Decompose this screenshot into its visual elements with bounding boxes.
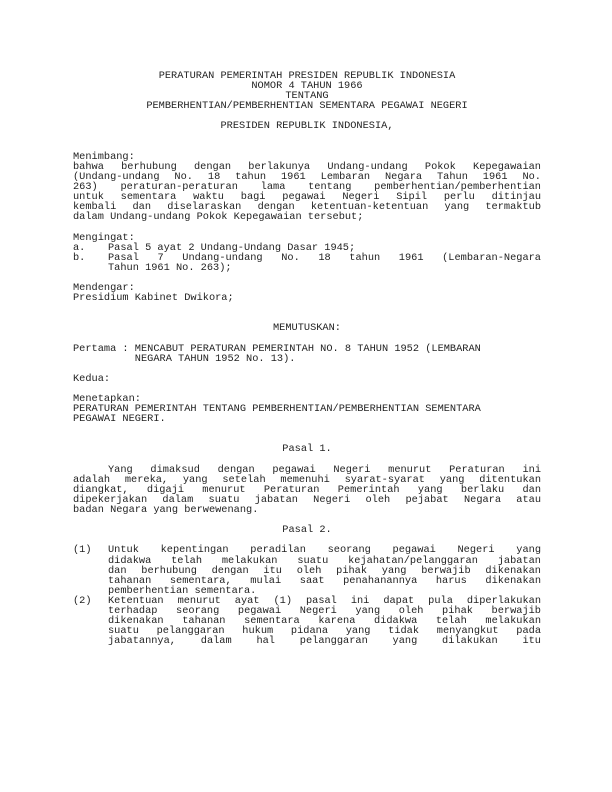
text-line: Yang dimaksud dengan pegawai Negeri menurut Peraturan ini bbox=[108, 463, 541, 476]
text-line: dalam Undang-undang Pokok Kepegawaian tersebut; bbox=[73, 211, 364, 224]
pertama-clause bbox=[73, 344, 541, 364]
text-line: untuk sementara waktu bagi pegawai Negeri Sipil perlu ditinjau bbox=[73, 191, 541, 204]
title-line-3: TENTANG bbox=[285, 90, 329, 103]
text-line: 263) peraturan-peraturan lama tentang pemberhentian/pemberhentian bbox=[73, 181, 541, 194]
menetapkan-label: Menetapkan: bbox=[73, 393, 141, 405]
text-line: didakwa telah melakukan suatu kejahatan/pelanggaran jabatan bbox=[108, 554, 541, 567]
document-page bbox=[73, 71, 541, 646]
pertama-label: Pertama : bbox=[73, 342, 135, 355]
menetapkan-line-1: PERATURAN PEMERINTAH TENTANG PEMBERHENTIAN/PEMBERHENTIAN SEMENTARA bbox=[73, 403, 481, 416]
title-line-2: NOMOR 4 TAHUN 1966 bbox=[251, 80, 363, 93]
pasal-2-heading: Pasal 2. bbox=[282, 524, 332, 537]
menimbang-text bbox=[73, 162, 541, 223]
pasal-1-heading: Pasal 1. bbox=[282, 443, 332, 456]
text-line: tahanan sementara, mulai saat penahanannya harus dikenakan bbox=[108, 574, 541, 587]
text-line: pemberhentian sementara. bbox=[108, 584, 257, 597]
text-line: diangkat, digaji menurut Peraturan Pemerintah yang berlaku dan bbox=[73, 483, 541, 496]
text-line: dan berhubung dengan itu oleh pihak yang berwajib dikenakan bbox=[108, 564, 541, 577]
text-line: dikenakan tahanan sementara karena didakwa telah melakukan bbox=[108, 615, 541, 628]
text-line: Pasal 5 ayat 2 Undang-Undang Dasar 1945; bbox=[108, 241, 356, 254]
text-line: suatu pelanggaran hukum pidana yang tidak menyangkut pada bbox=[108, 625, 541, 638]
kedua-label: Kedua: bbox=[73, 372, 111, 385]
text-line: badan Negara yang berwewenang. bbox=[73, 504, 259, 517]
mengingat-label: Mengingat: bbox=[73, 231, 135, 244]
text-line: dipekerjakan dalam suatu jabatan Negeri oleh pejabat Negara atau bbox=[73, 493, 541, 506]
text-line: Pasal 7 Undang-undang No. 18 tahun 1961 (Lembaran-Negara bbox=[108, 251, 541, 264]
text-line: NEGARA TAHUN 1952 No. 13). bbox=[134, 352, 296, 365]
pasal-2-ayat-2 bbox=[73, 596, 541, 646]
text-line: (Undang-undang No. 18 tahun 1961 Lembaran Negara Tahun 1961 No. bbox=[73, 170, 541, 183]
president-heading: PRESIDEN REPUBLIK INDONESIA, bbox=[220, 120, 394, 133]
text-line: terhadap seorang pegawai Negeri yang oleh pihak berwajib bbox=[108, 604, 541, 617]
mendengar-text: Presidium Kabinet Dwikora; bbox=[73, 292, 234, 305]
mendengar-label: Mendengar: bbox=[73, 281, 135, 294]
mengingat-item-b bbox=[73, 253, 541, 273]
item-marker: (1) bbox=[73, 544, 92, 557]
text-line: bahwa berhubung dengan berlakunya Undang-undang Pokok Kepegawaian bbox=[73, 160, 541, 173]
text-line: jabatannya, dalam hal pelanggaran yang dilakukan itu bbox=[108, 635, 541, 648]
text-line: MENCABUT PERATURAN PEMERINTAH NO. 8 TAHUN 1952 (LEMBARAN bbox=[134, 342, 481, 355]
text-line: Untuk kepentingan peradilan seorang pegawai Negeri yang bbox=[108, 544, 541, 557]
text-line: Tahun 1961 No. 263); bbox=[108, 261, 232, 274]
title-line-1: PERATURAN PEMERINTAH PRESIDEN REPUBLIK INDONESIA bbox=[158, 70, 456, 82]
title-line-4: PEMBERHENTIAN/PEMBERHENTIAN SEMENTARA PEGAWAI NEGERI bbox=[146, 100, 468, 113]
pasal-1-text bbox=[73, 465, 541, 515]
item-marker: a. bbox=[73, 241, 86, 254]
pasal-2-ayat-1 bbox=[73, 545, 541, 595]
text-line: Ketentuan menurut ayat (1) pasal ini dapat pula diperlakukan bbox=[108, 594, 541, 607]
menetapkan-line-2: PEGAWAI NEGERI. bbox=[73, 413, 166, 426]
menimbang-label: Menimbang: bbox=[73, 150, 135, 163]
text-line: adalah mereka, yang setelah memenuhi syarat-syarat yang ditentukan bbox=[73, 473, 541, 486]
memutuskan-heading: MEMUTUSKAN: bbox=[273, 322, 341, 335]
item-marker: (2) bbox=[73, 594, 92, 607]
item-marker: b. bbox=[73, 251, 86, 264]
text-line: kembali dan diselaraskan dengan ketentuan-ketentuan yang termaktub bbox=[73, 201, 541, 214]
